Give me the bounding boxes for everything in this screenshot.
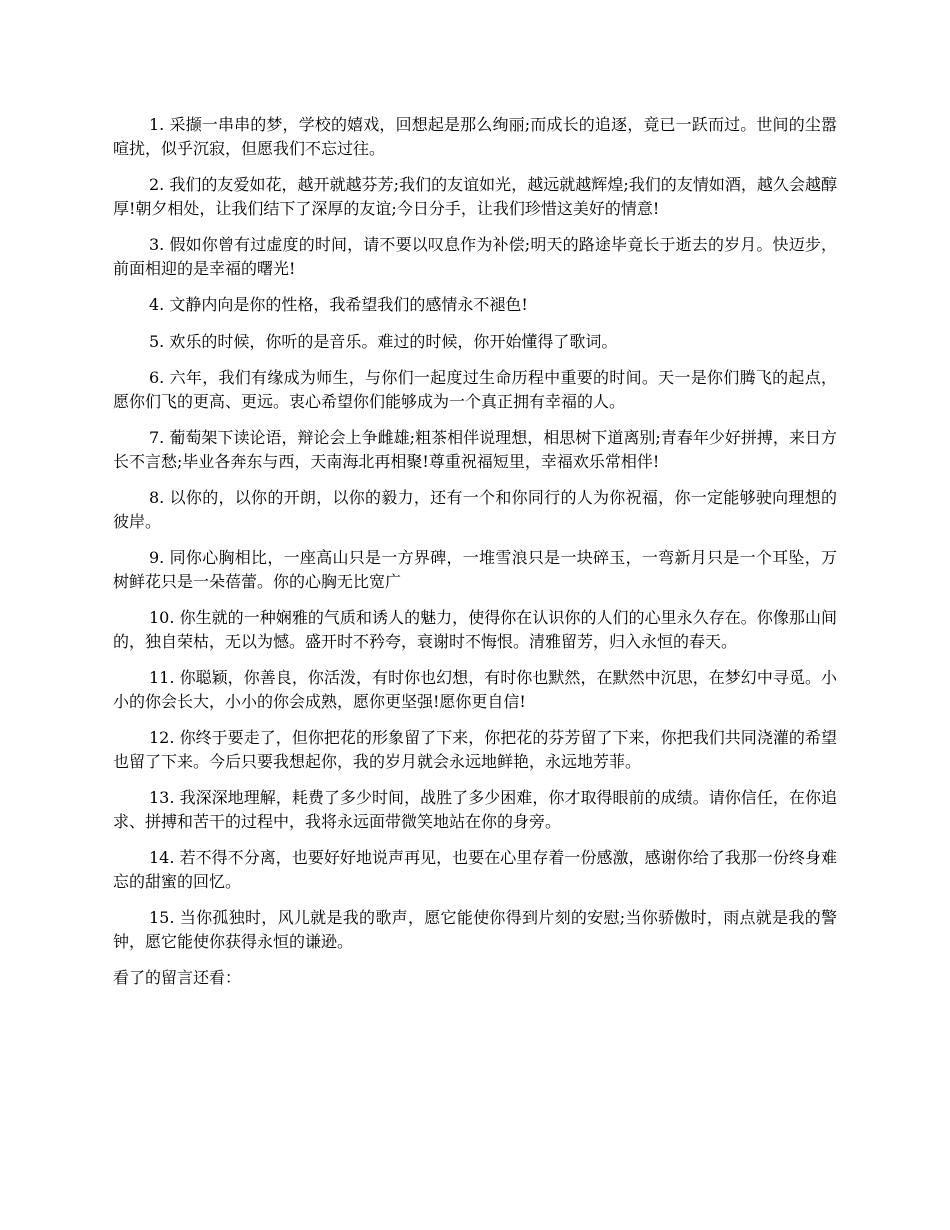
related-reading-label: 看了的留言还看： bbox=[113, 968, 242, 987]
paragraph-15: 15. 当你孤独时，风儿就是我的歌声，愿它能使你得到片刻的安慰;当你骄傲时，雨点就是我的警钟，愿它能使你获得永恒的谦逊。 bbox=[113, 908, 837, 951]
paragraph-2: 2. 我们的友爱如花，越开就越芬芳;我们的友谊如光，越远就越辉煌;我们的友情如酒，越久会越醇厚!朝夕相处，让我们结下了深厚的友谊;今日分手，让我们珍惜这美好的情意! bbox=[113, 175, 837, 218]
paragraph-8: 8. 以你的，以你的开朗，以你的毅力，还有一个和你同行的人为你祝福，你一定能够驶向理想的彼岸。 bbox=[113, 488, 837, 531]
paragraph-13: 13. 我深深地理解，耗费了多少时间，战胜了多少困难，你才取得眼前的成绩。请你信任，在你追求、拼搏和苦干的过程中，我将永远面带微笑地站在你的身旁。 bbox=[113, 788, 837, 831]
paragraph-1: 1. 采撷一串串的梦，学校的嬉戏，回想起是那么绚丽;而成长的追逐，竟已一跃而过。世间的尘嚣喧扰，似乎沉寂，但愿我们不忘过往。 bbox=[113, 115, 837, 158]
paragraph-5: 5. 欢乐的时候，你听的是音乐。难过的时候，你开始懂得了歌词。 bbox=[149, 331, 618, 351]
paragraph-11: 11. 你聪颖，你善良，你活泼，有时你也幻想，有时你也默然，在默然中沉思，在梦幻中寻觅。小小的你会长大，小小的你会成熟，愿你更坚强!愿你更自信! bbox=[113, 668, 837, 711]
paragraph-7: 7. 葡萄架下读论语，辩论会上争雌雄;粗茶相伴说理想，相思树下道离别;青春年少好拼搏，来日方长不言愁;毕业各奔东与西，天南海北再相聚!尊重祝福短里，幸福欢乐常相伴! bbox=[113, 428, 837, 471]
paragraph-3: 3. 假如你曾有过虚度的时间，请不要以叹息作为补偿;明天的路途毕竟长于逝去的岁月。快迈步，前面相迎的是幸福的曙光! bbox=[113, 235, 837, 278]
paragraph-6: 6. 六年，我们有缘成为师生，与你们一起度过生命历程中重要的时间。天一是你们腾飞的起点，愿你们飞的更高、更远。衷心希望你们能够成为一个真正拥有幸福的人。 bbox=[113, 368, 837, 411]
paragraph-14: 14. 若不得不分离，也要好好地说声再见，也要在心里存着一份感激，感谢你给了我那一份终身难忘的甜蜜的回忆。 bbox=[113, 848, 837, 891]
paragraph-4: 4. 文静内向是你的性格，我希望我们的感情永不褪色! bbox=[149, 295, 528, 314]
paragraph-9: 9. 同你心胸相比，一座高山只是一方界碑，一堆雪浪只是一块碎玉，一弯新月只是一个耳坠，万树鲜花只是一朵蓓蕾。你的心胸无比宽广 bbox=[113, 548, 837, 591]
paragraph-10: 10. 你生就的一种娴雅的气质和诱人的魅力，使得你在认识你的人们的心里永久存在。你像那山间的，独自荣枯，无以为憾。盛开时不矜夸，衰谢时不悔恨。清雅留芳，归入永恒的春天。 bbox=[113, 608, 837, 651]
document-page bbox=[113, 113, 837, 990]
paragraph-12: 12. 你终于要走了，但你把花的形象留了下来，你把花的芬芳留了下来，你把我们共同浇灌的希望也留了下来。今后只要我想起你，我的岁月就会永远地鲜艳，永远地芳菲。 bbox=[113, 728, 837, 771]
